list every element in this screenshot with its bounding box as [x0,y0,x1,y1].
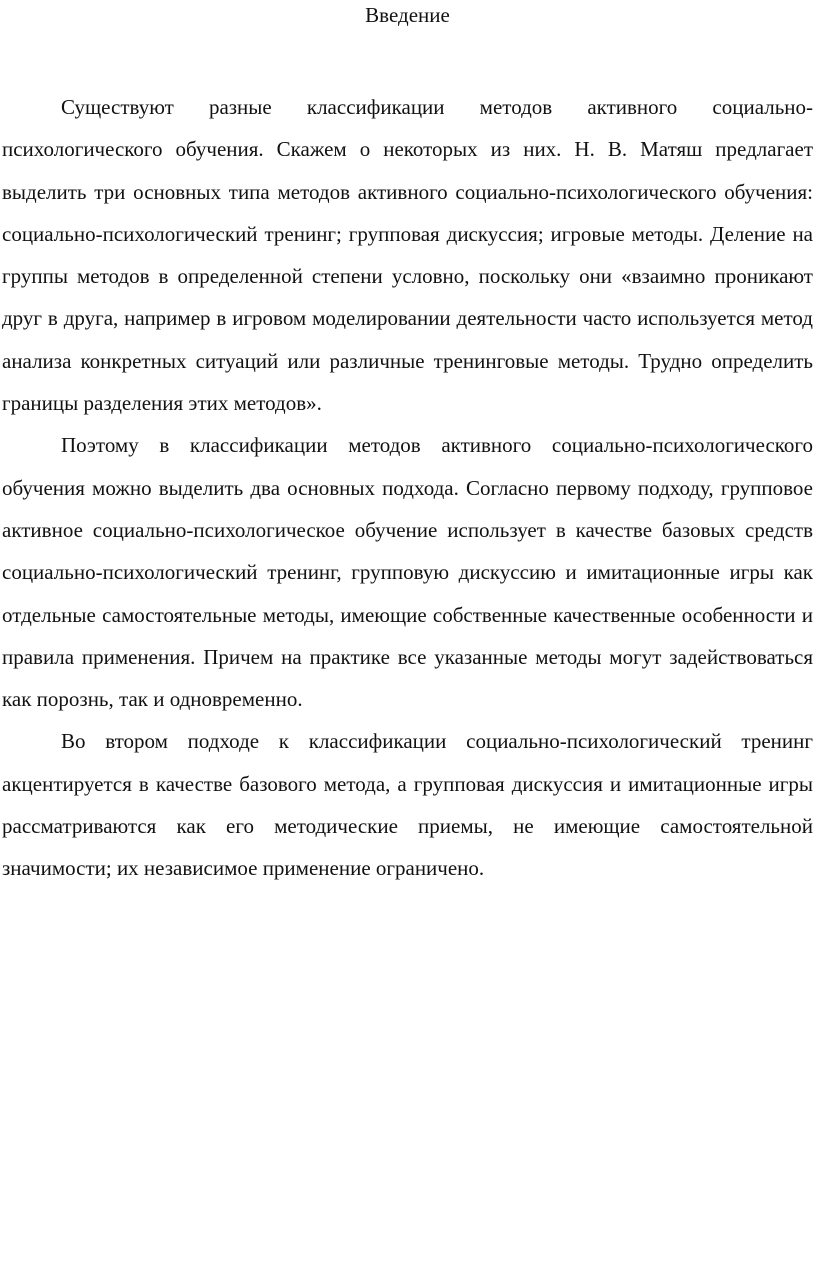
document-body [2,86,813,890]
page-title: Введение [365,3,450,27]
paragraph-3: Во втором подходе к классификации социально-психологический тренинг акцентируется в качестве базового метода, а групповая дискуссия и имитационные игры рассматриваются как его методические приемы, не имеющие самостоятельной значимости; их независимое применение ограничено. [2,729,813,881]
paragraph-2: Поэтому в классификации методов активного социально-психологического обучения можно выделить два основных подхода. Согласно первому подходу, групповое активное социально-психологическое обучение использует в качестве базовых средств социально-психологический тренинг, групповую дискуссию и имитационные игры как отдельные самостоятельные методы, имеющие собственные качественные особенности и правила применения. Причем на практике все указанные методы могут задействоваться как порознь, так и одновременно. [2,433,813,712]
paragraph-1: Существуют разные классификации методов активного социально-психологического обучения. Скажем о некоторых из них. Н. В. Матяш предлагает выделить три основных типа методов активного социально-психологического обучения: социально-психологический тренинг; групповая дискуссия; игровые методы. Деление на группы методов в определенной степени условно, поскольку они «взаимно проникают друг в друга, например в игровом моделировании деятельности часто используется метод анализа конкретных ситуаций или различные тренинговые методы. Трудно определить границы разделения этих методов». [2,95,813,416]
